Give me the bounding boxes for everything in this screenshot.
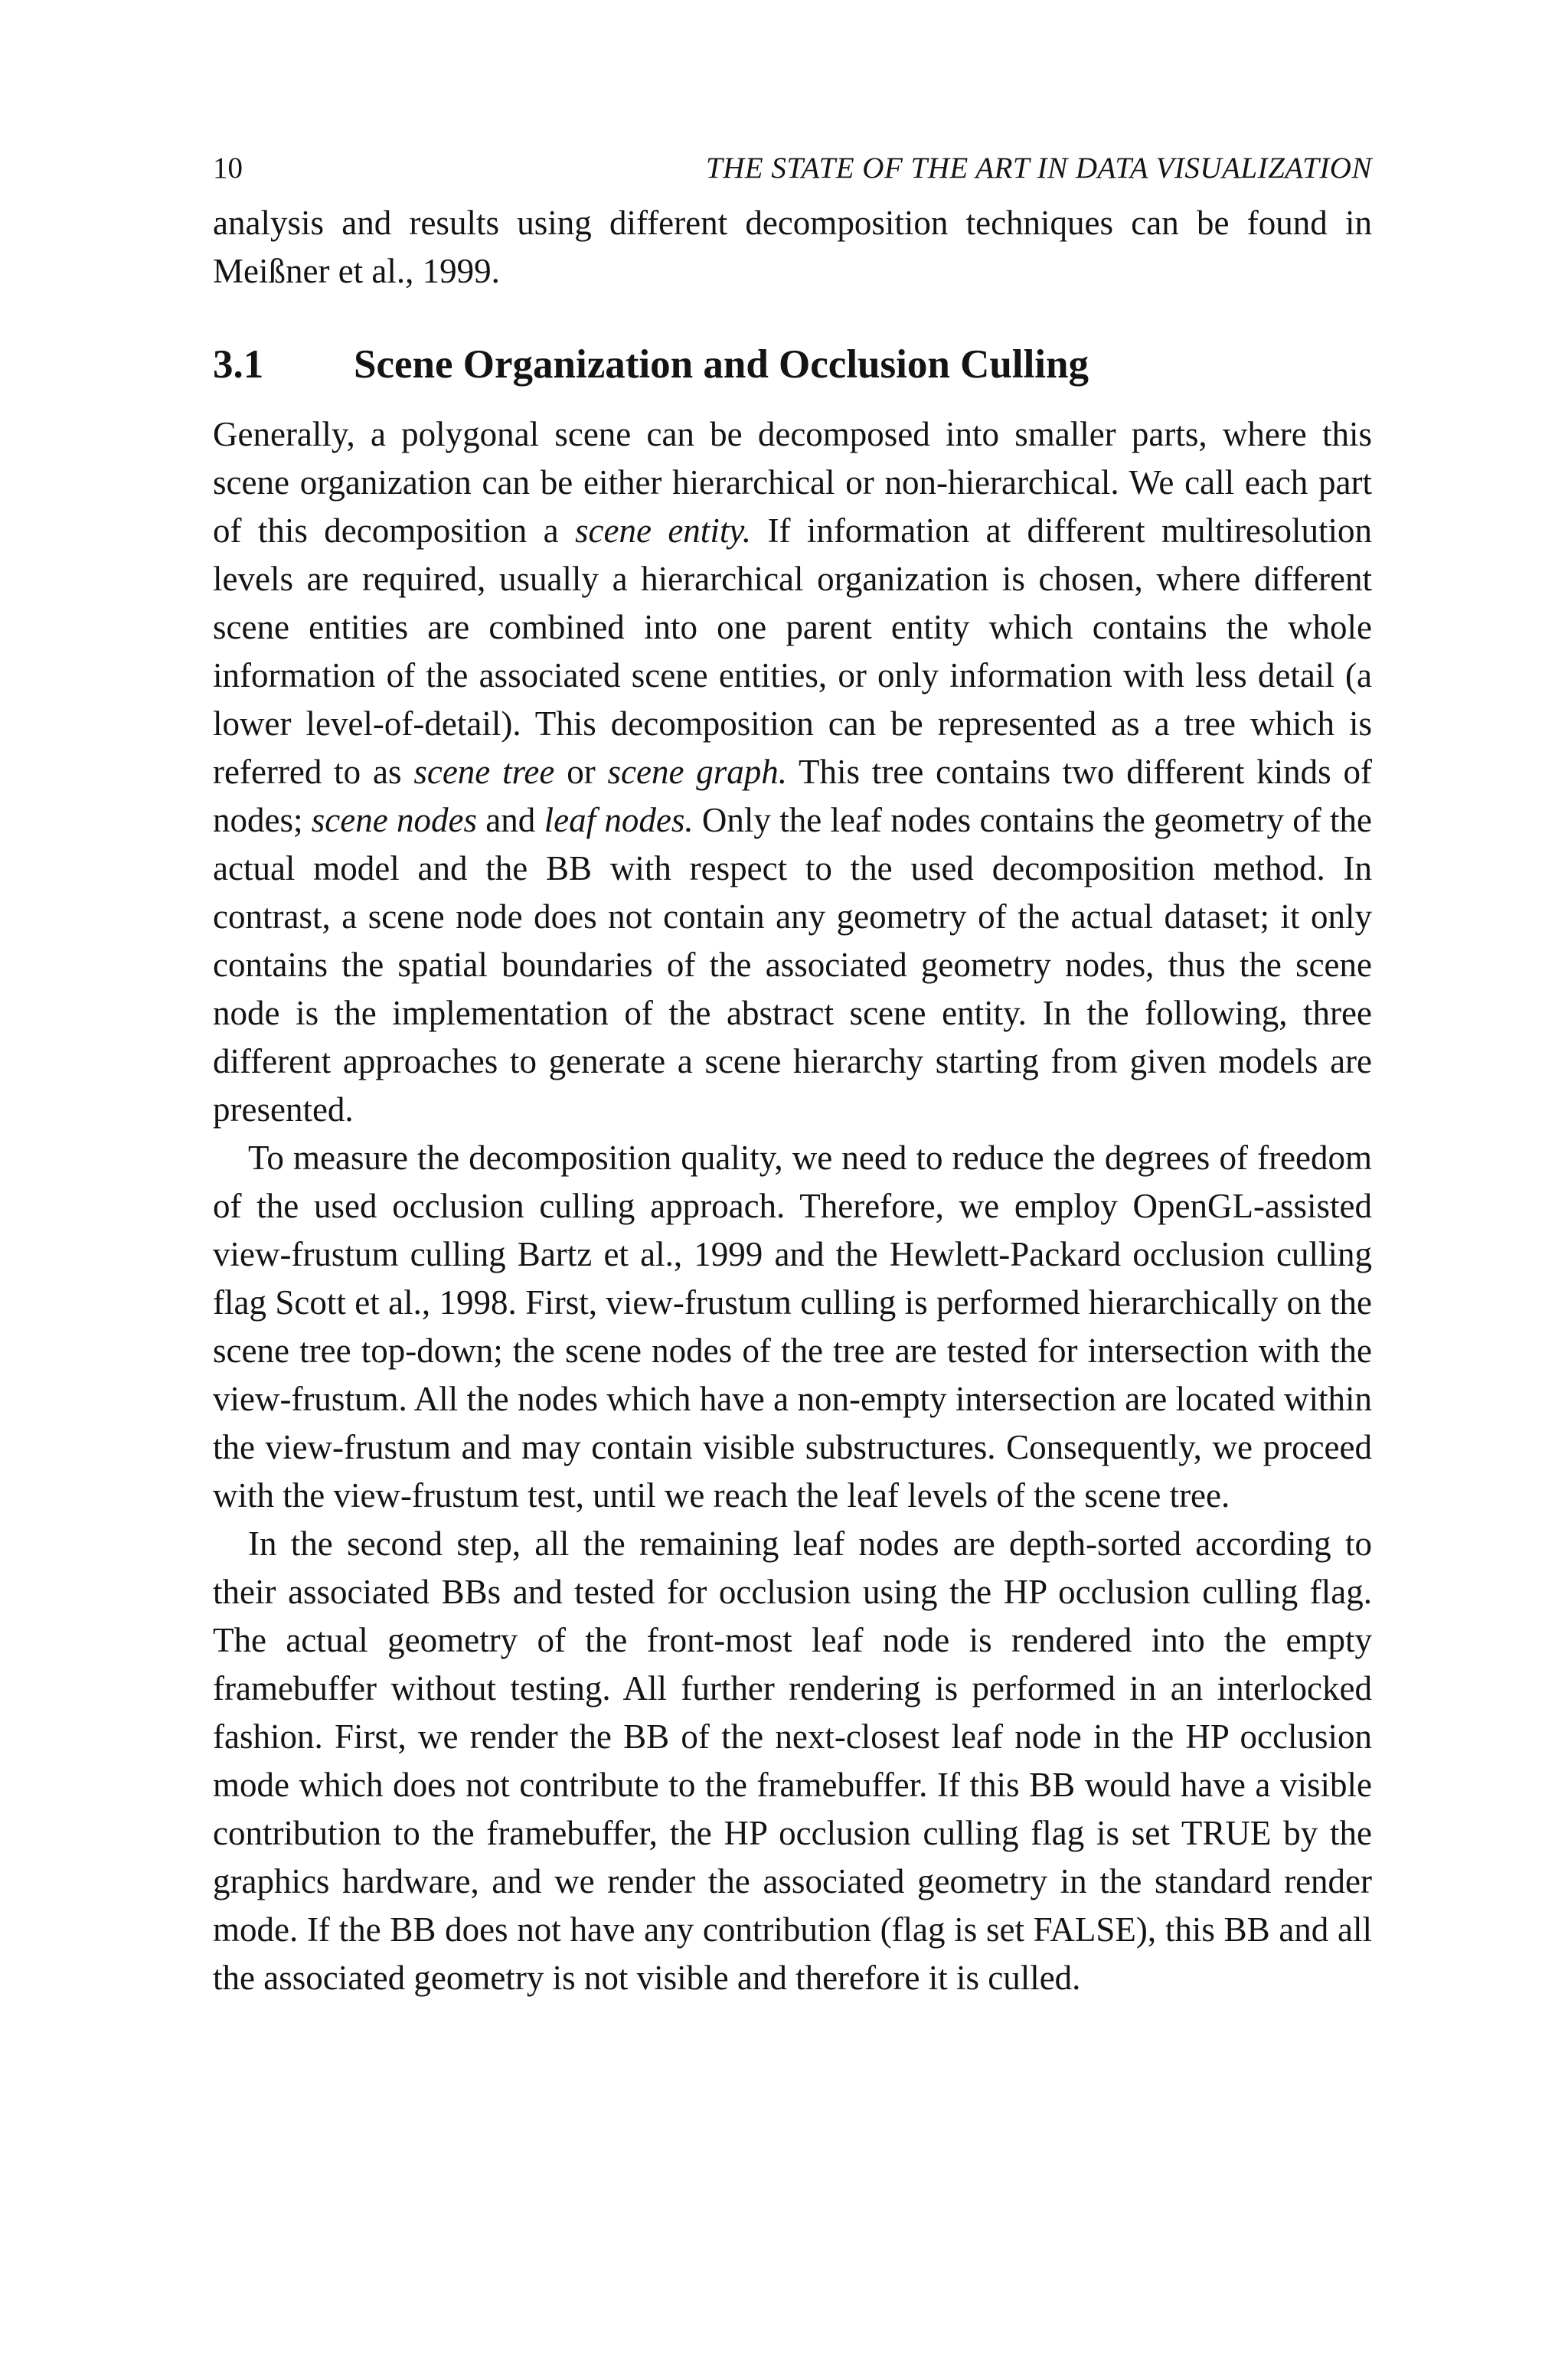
- paragraph-text: If information at different multiresolution levels are required, usually a hierarchical organization is chosen, where different scene entities are combined into one parent entity which contains the whole information of the associated scene entities, or only information with less detail (a lower level-of-detail). This decomposition can be represented as a tree which is referred to as: [213, 511, 1372, 791]
- continuation-paragraph: analysis and results using different decomposition techniques can be found in Meißner et al., 1999.: [213, 204, 1372, 290]
- page-number: 10: [213, 152, 243, 185]
- term-scene-nodes: scene nodes: [311, 801, 478, 839]
- paragraph-scene-organization: [213, 410, 1372, 1134]
- paragraph-text: This tree contains two different kinds of nodes;: [213, 753, 1372, 839]
- paragraph-text: Generally, a polygonal scene can be decomposed into smaller parts, where this scene organization can be either hierarchical or non-hierarchical. We call each part of this decomposition a: [213, 415, 1372, 550]
- term-leaf-nodes: leaf nodes.: [544, 801, 694, 839]
- term-scene-entity: scene entity.: [575, 511, 752, 550]
- section-heading: [213, 337, 1372, 392]
- running-head: [213, 138, 1372, 199]
- page: [213, 138, 1372, 2002]
- section-title: Scene Organization and Occlusion Culling: [354, 342, 1089, 387]
- paragraph-second-step: In the second step, all the remaining leaf nodes are depth-sorted according to their associated BBs and tested for occlusion using the HP occlusion culling flag. The actual geometry of the front-most leaf node is rendered into the empty framebuffer without testing. All further rendering is performed in an interlocked fashion. First, we render the BB of the next-closest leaf node in the HP occlusion mode which does not contribute to the framebuffer. If this BB would have a visible contribution to the framebuffer, the HP occlusion culling flag is set TRUE by the graphics hardware, and we render the associated geometry in the standard render mode. If the BB does not have any contribution (flag is set FALSE), this BB and all the associated geometry is not visible and therefore it is culled.: [213, 1524, 1372, 1997]
- paragraph-text: or: [554, 753, 608, 791]
- paragraph-text: and: [477, 801, 544, 839]
- term-scene-graph: scene graph.: [607, 753, 788, 791]
- term-scene-tree: scene tree: [413, 753, 555, 791]
- section-number: 3.1: [213, 342, 264, 387]
- running-title: THE STATE OF THE ART IN DATA VISUALIZATION: [705, 152, 1372, 185]
- paragraph-decomposition-quality: To measure the decomposition quality, we need to reduce the degrees of freedom of the used occlusion culling approach. Therefore, we employ OpenGL-assisted view-frustum culling Bartz et al., 1999 and the Hewlett-Packard occlusion culling flag Scott et al., 1998. First, view-frustum culling is performed hierarchically on the scene tree top-down; the scene nodes of the tree are tested for intersection with the view-frustum. All the nodes which have a non-empty intersection are located within the view-frustum and may contain visible substructures. Consequently, we proceed with the view-frustum test, until we reach the leaf levels of the scene tree.: [213, 1139, 1372, 1515]
- paragraph-text: Only the leaf nodes contains the geometry of the actual model and the BB with respect to the used decomposition method. In contrast, a scene node does not contain any geometry of the actual dataset; it only contains the spatial boundaries of the associated geometry nodes, thus the scene node is the implementation of the abstract scene entity. In the following, three different approaches to generate a scene hierarchy starting from given models are presented.: [213, 801, 1373, 1129]
